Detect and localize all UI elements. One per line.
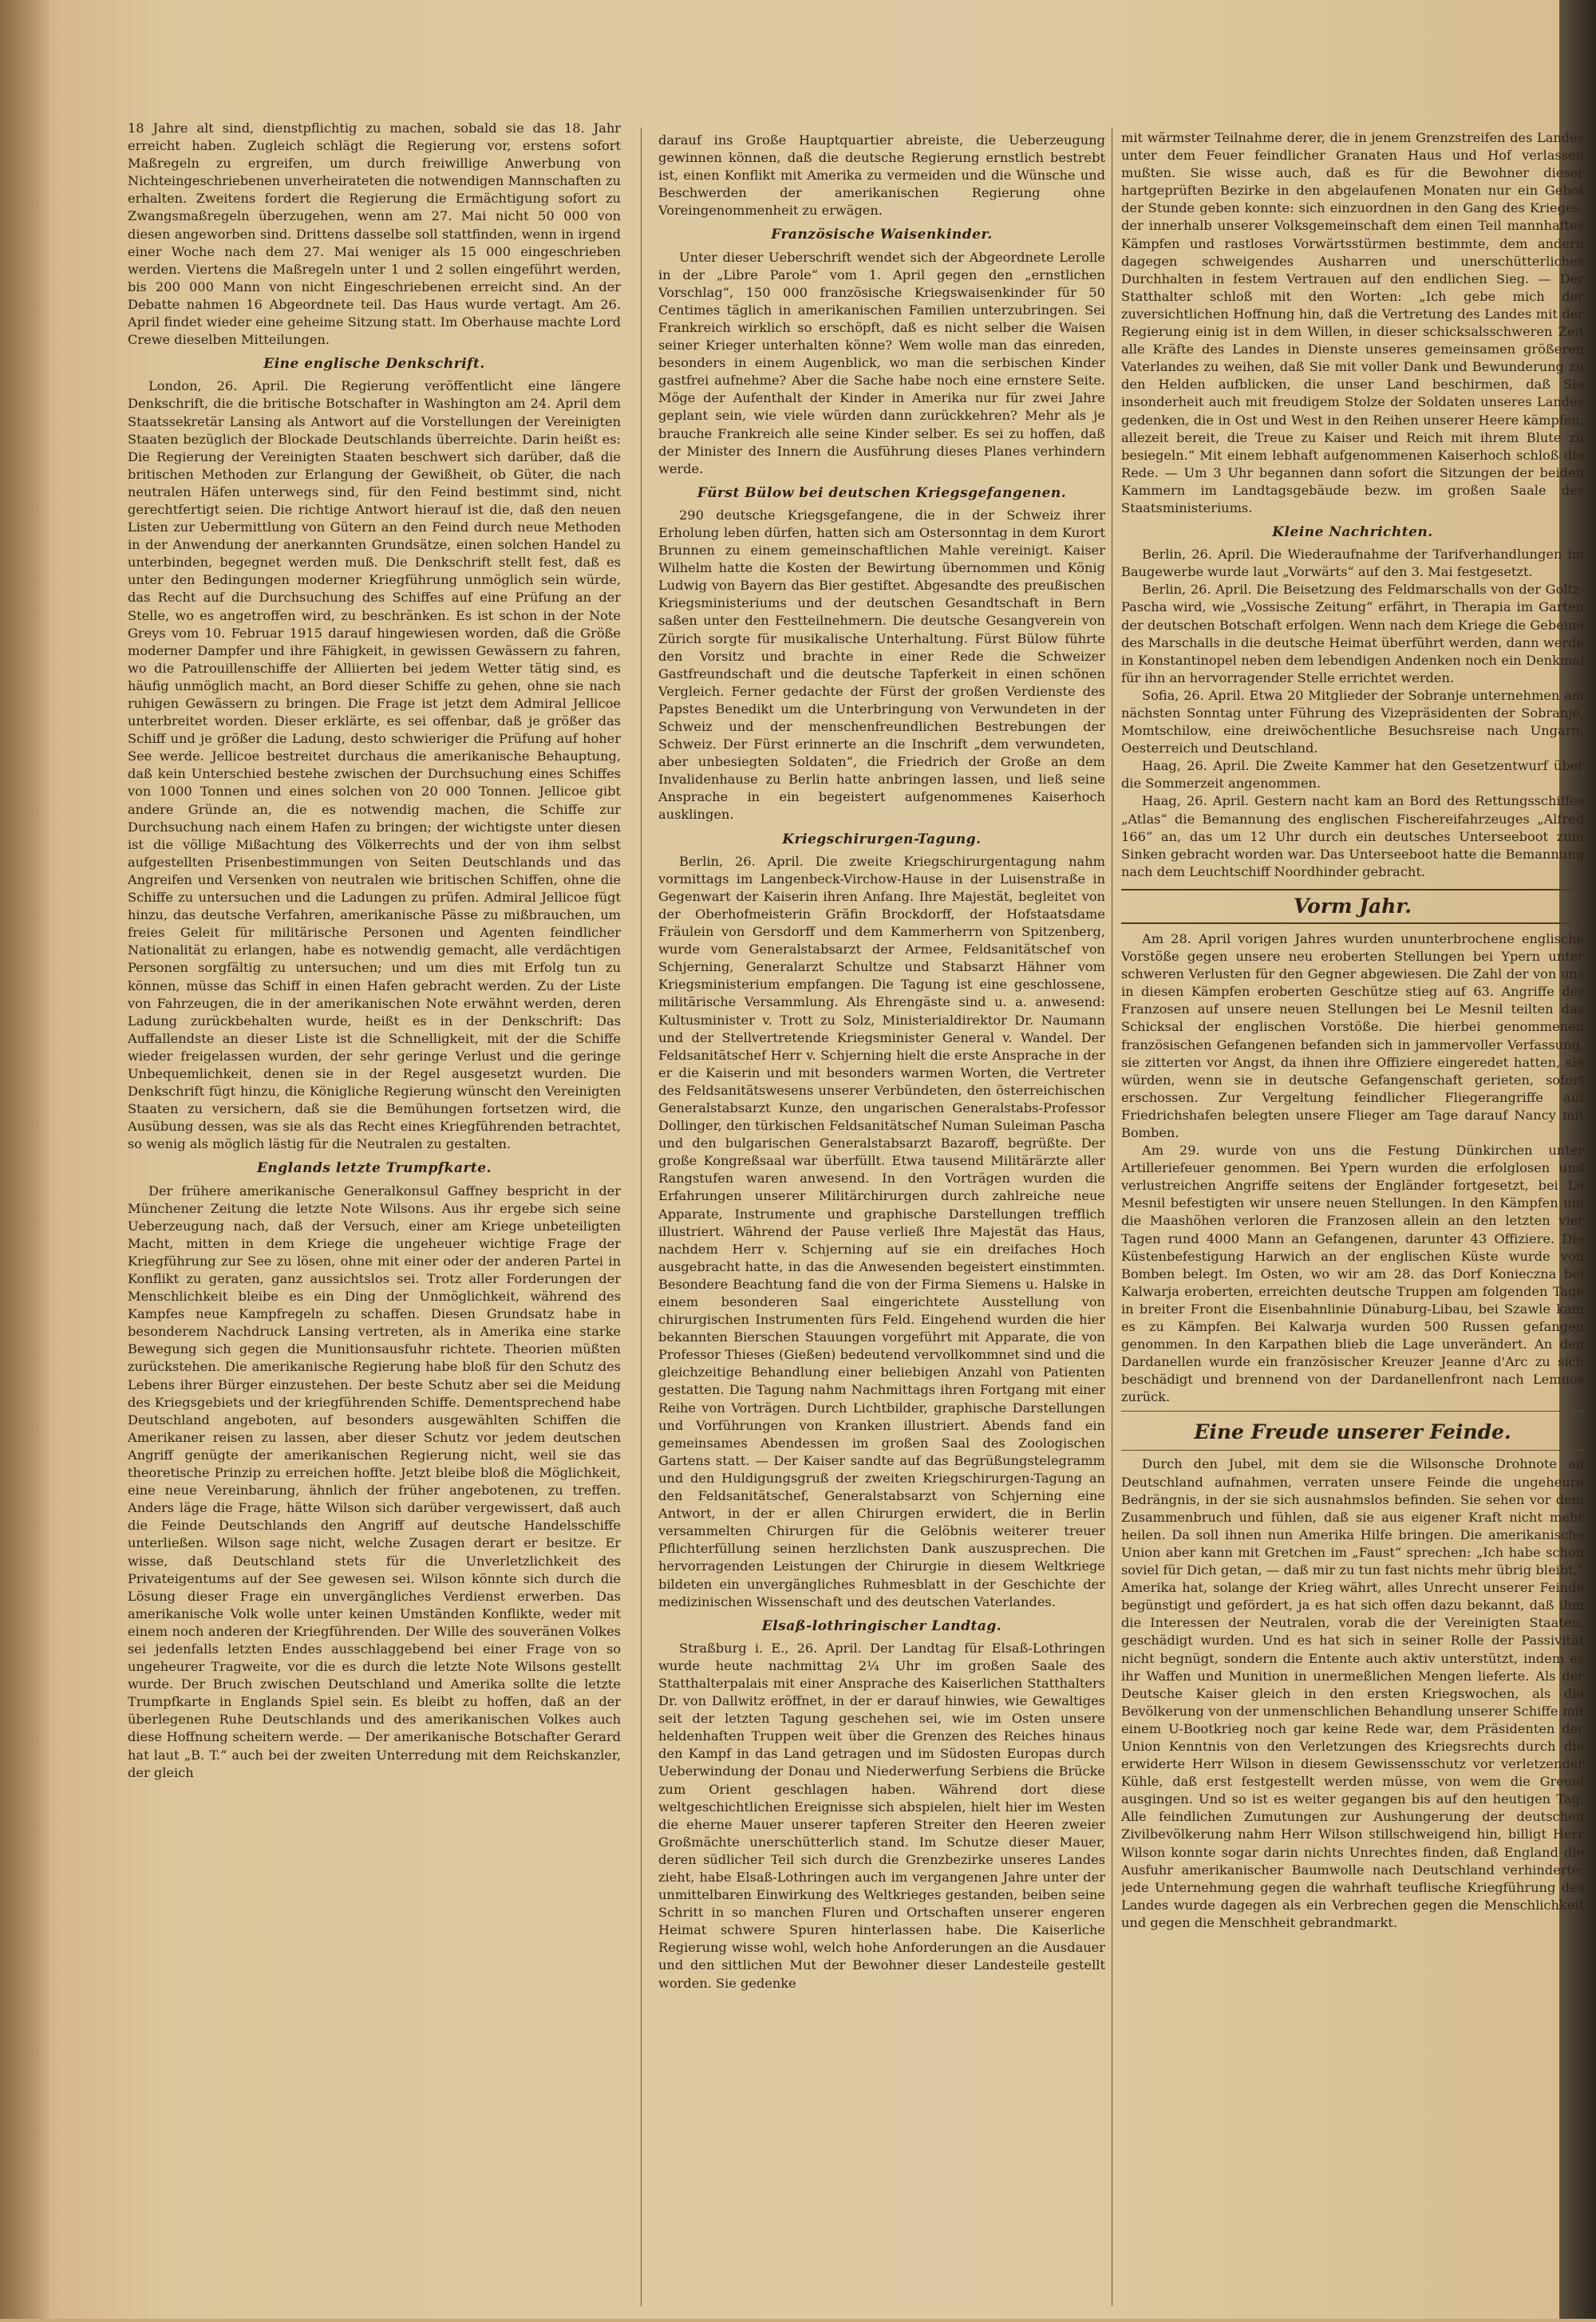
article-text: 290 deutsche Kriegsgefangene, die in der Schweiz ihrer Erholung leben dürfen, hatten sich am Ostersonntag in dem Kurort Brunnen zu einem gemeinschaftlichen Mahle vereinigt. Kaiser Wilhelm hatte die Kosten der Bewirtung übernommen und König Ludwig von Bayern das Bier gestiftet. Abgesandte des preußischen Kriegsministeriums und der deutschen Gesandtschaft in Bern saßen unter den Festteilnehmern. Die deutsche Gesangverein von Zürich sorgte für musikalische Unterhaltung. Fürst Bülow führte den Vorsitz und brachte in einer Rede die Schweizer Gastfreundschaft und die deutsche Tapferkeit in einen schönen Vergleich. Ferner gedachte der Fürst der großen Verdienste des Papstes Benedikt um die Unterbringung von Verwundeten in der Schweiz und der menschenfreundlichen Bestrebungen der Schweiz. Der Fürst erinnerte an die Inschrift „dem verwundeten, aber unbesiegten Soldaten“, die Friedrich der Große an dem Invalidenhause zu Berlin hatte anbringen lassen, und ließ seine Ansprache in ein begeistert aufgenommenes Kaiserhoch ausklingen.: [658, 507, 1105, 823]
column-3: [1121, 129, 1584, 2320]
headline: Englands letzte Trumpfkarte.: [256, 1160, 492, 1177]
divider: [1121, 1411, 1584, 1412]
column-2: [658, 132, 1105, 2322]
headline: Elsaß-lothringischer Landtag.: [761, 1617, 1002, 1634]
article-text: 18 Jahre alt sind, dienstpflichtig zu machen, sobald sie das 18. Jahr erreicht haben. Zugleich schlägt die Regierung vor, erstens sofort Maßregeln zu ergreifen, um durch freiwillige Anwerbung von Nichteingeschriebenen unverheirateten die notwendigen Mannschaften zu erhalten. Zweitens fordert die Regierung die Ermächtigung sofort zu Zwangsmaßregeln überzugehen, wenn am 27. Mai nicht 50 000 von diesen angeworben sind. Drittens dasselbe soll stattfinden, wenn in irgend einer Woche nach dem 27. Mai weniger als 15 000 eingeschrieben werden. Viertens die Maßregeln unter 1 und 2 sollen eingeführt werden, bis 200 000 Mann von nicht Eingeschriebenen erreicht sind. An der Debatte nahmen 16 Abgeordnete teil. Das Haus wurde vertagt. Am 26. April findet wieder eine geheime Sitzung statt. Im Oberhause machte Lord Crewe dieselben Mitteilungen.: [128, 120, 621, 348]
news-item: Berlin, 26. April. Die Wiederaufnahme der Tarifverhandlungen im Baugewerbe wurde laut „Vorwärts“ auf den 3. Mai festgesetzt.: [1121, 547, 1584, 580]
column-rule: [641, 128, 642, 2306]
article-text: London, 26. April. Die Regierung veröffentlicht eine längere Denkschrift, die die britische Botschafter in Washington am 24. April dem Staatssekretär Lansing als Antwort auf die Vorstellungen der Vereinigten Staaten bezüglich der Blockade Deutschlands überreichte. Darin heißt es: Die Regierung der Vereinigten Staaten beschwert sich darüber, daß die britischen Methoden zur Erlangung der Gewißheit, ob Güter, die nach neutralen Häfen unterwegs sind, für den Feind bestimmt sind, nicht gerechtfertigt seien. Die richtige Antwort hierauf ist die, daß den neuen Listen zur Uebermittlung von Gütern an den Feind durch neue Methoden in der Anwendung der anerkannten Grundsätze, einen solchen Handel zu unterbinden, begegnet werden muß. Die Denkschrift stellt fest, daß es unter den Bedingungen moderner Kriegführung unmöglich sein würde, das Recht auf die Durchsuchung des Schiffes auf eine Prüfung an der Stelle, wo es angetroffen wird, zu beschränken. Es ist schon in der Note Greys vom 10. Februar 1915 darauf hingewiesen worden, daß die Größe moderner Dampfer und ihre Fähigkeit, in gewissen Gewässern zu fahren, wo die Patrouillenschiffe der Alliierten bei jedem Wetter tätig sind, es häufig unmöglich macht, an Bord dieser Schiffe zu gehen, ohne sie nach ruhigen Gewässern zu bringen. Die Frage ist jetzt dem Admiral Jellicoe unterbreitet worden. Dieser erklärte, es sei offenbar, daß je größer das Schiff und je größer die Ladung, desto schwieriger die Prüfung auf hoher See werde. Jellicoe bestreitet durchaus die amerikanische Behauptung, daß kein Unterschied bestehe zwischen der Durchsuchung eines Schiffes von 1000 Tonnen und eines solchen von 20 000 Tonnen. Jellicoe gibt andere Gründe an, die es notwendig machen, die Schiffe zur Durchsuchung nach einem Hafen zu bringen; der wichtigste unter diesen ist die völlige Mißachtung des Völkerrechts und der von ihm selbst aufgestellten Prisenbestimmungen von Seiten Deutschlands und das Angreifen und Versenken von neutralen wie britischen Schiffen, ohne die Schiffe zu untersuchen und die Ladungen zu prüfen. Admiral Jellicoe fügt hinzu, das deutsche Verfahren, amerikanische Pässe zu mißbrauchen, um freies Geleit für militärische Personen und Agenten feindlicher Nationalität zu erlangen, habe es notwendig gemacht, alle verdächtigen Personen sorgfältig zu untersuchen; und um dies mit Erfolg tun zu können, müsse das Schiff in einen Hafen gebracht werden. Zu der Liste von Fahrzeugen, die in der amerikanischen Note erwähnt werden, deren Ladung zurückbehalten wurde, heißt es in der Denkschrift: Das Auffallendste an dieser Liste ist die Schnelligkeit, mit der die Schiffe wieder freigelassen wurden, der sehr geringe Verlust und die geringe Unbequemlichkeit, denen sie in der Regel ausgesetzt wurden. Die Denkschrift fügt hinzu, die Königliche Regierung wünscht den Vereinigten Staaten zu versichern, daß sie die Bemühungen fortsetzen wird, die Ausübung dessen, was sie als das Recht eines Kriegführenden betrachtet, so wenig als möglich lästig für die Neutralen zu gestalten.: [128, 378, 621, 1152]
article-text: Straßburg i. E., 26. April. Der Landtag für Elsaß-Lothringen wurde heute nachmittag 2¼ Uhr im großen Saale des Statthalterpalais mit einer Ansprache des Kaiserlichen Statthalters Dr. von Dallwitz eröffnet, in der er darauf hinwies, wie Gewaltiges seit der letzten Tagung geschehen sei, wie im Osten unsere heldenhaften Truppen weit über die Grenzen des Reiches hinaus den Kampf in das Land getragen und im Südosten Europas durch Ueberwindung der Donau und Niederwerfung Serbiens die Brücke zum Orient geschlagen haben. Während dort diese weltgeschichtlichen Ereignisse sich abspielen, hielt hier im Westen die eherne Mauer unserer tapferen Streiter den Heeren zweier Großmächte unerschütterlich stand. Im Schutze dieser Mauer, deren südlicher Teil sich durch die Grenzbezirke unseres Landes zieht, habe Elsaß-Lothringen auch im vergangenen Jahre unter der unmittelbaren Einwirkung des Weltkrieges gestanden, beiben seine Schritt in so manchen Fluren und Ortschaften unserer engeren Heimat schwere Spuren hinterlassen habe. Die Kaiserliche Regierung wisse wohl, welch hohe Anforderungen an die Ausdauer und den sittlichen Mut der Bewohner dieser Landesteile gestellt worden. Sie gedenke: [658, 1640, 1105, 1991]
article-text: Am 29. wurde von uns die Festung Dünkirchen unter Artilleriefeuer genommen. Bei Ypern wurden die erfolglosen und verlustreichen Angriffe seitens der Engländer fortgesetzt, bei Le Mesnil befestigten wir unsere neuen Stellungen. In den Kämpfen um die Maashöhen verloren die Franzosen allein an den letzten vier Tagen rund 4000 Mann an Gefangenen, darunter 43 Offiziere. Die Küstenbefestigung Harwich an der englischen Küste wurde von Bomben belegt. Im Osten, wo wir am 28. das Dorf Konieczna bei Kalwarja eroberten, erreichten deutsche Truppen am folgenden Tage in breiter Front die Eisenbahnlinie Dünaburg-Libau, bei Szawle kam es zu Kämpfen. Bei Kalwarja wurden 500 Russen gefangen genommen. In den Karpathen blieb die Lage unverändert. An den Dardanellen wurde ein französischer Kreuzer Jeanne d'Arc zu sich beschädigt und brennend von der Dardanellenfront nach Lemnos zurück.: [1121, 1143, 1584, 1405]
article-text: darauf ins Große Hauptquartier abreiste, die Ueberzeugung gewinnen können, daß die deutsche Regierung ernstlich bestrebt ist, einen Konflikt mit Amerika zu vermeiden und die Wünsche und Beschwerden der amerikanischen Regierung ohne Voreingenommenheit zu erwägen.: [658, 132, 1105, 219]
headline: Eine englische Denkschrift.: [263, 356, 485, 373]
section-headline: Eine Freude unserer Feinde.: [1194, 1420, 1511, 1444]
headline: Französische Waisenkinder.: [771, 227, 993, 243]
article-text: Berlin, 26. April. Die zweite Kriegschirurgentagung nahm vormittags im Langenbeck-Virchow-Hause in der Luisenstraße in Gegenwart der Kaiserin ihren Anfang. Ihre Majestät, begleitet von der Oberhofmeisterin Gräfin Brockdorff, der Hofstaatsdame Fräulein von Gersdorff und dem Kammerherrn von Spitzenberg, wurde vom Generalstabsarzt der Armee, Feldsanitätschef von Schjerning, Generalarzt Schultze und Stabsarzt Hähner vom Kriegsministerium empfangen. Die Tagung ist eine geschlossene, militärische Versammlung. Als Ehrengäste sind u. a. anwesend: Kultusminister v. Trott zu Solz, Ministerialdirektor Dr. Naumann und der Stellvertretende Kriegsminister General v. Wandel. Der Feldsanitätschef Herr v. Schjerning hielt die erste Ansprache in der er die Kaiserin und mit besonders warmen Worten, die Vertreter des Feldsanitätswesens unserer Verbündeten, den österreichischen Generalstabsarzt Kunze, den ungarischen Generalstabs-Professor Dollinger, den türkischen Feldsanitätschef Numan Suleiman Pascha und den bulgarischen Generalstabsarzt Bazaroff, begrüßte. Der große Kongreßsaal war überfüllt. Etwa tausend Militärärzte aller Rangstufen waren anwesend. In den Vorträgen wurden die Erfahrungen unserer Militärchirurgen durch zahlreiche neue Apparate, Instrumente und graphische Darstellungen trefflich illustriert. Während der Pause verließ Ihre Majestät das Haus, nachdem Herr v. Schjerning auf sie ein dreifaches Hoch ausgebracht hatte, in das die Anwesenden begeistert einstimmten. Besondere Beachtung fand die von der Firma Siemens u. Halske in einem besonderen Saal eingerichtete Ausstellung von chirurgischen Instrumenten fürs Feld. Eingehend wurden die hier bekannten Bierschen Stauungen vorgeführt mit Apparate, die von Professor Thieses (Gießen) bedeutend vervollkommnet sind und die gleichzeitige Behandlung einer beliebigen Anzahl von Patienten gestatten. Die Tagung nahm Nachmittags ihren Fortgang mit einer Reihe von Vorträgen. Durch Lichtbilder, graphische Darstellungen und Vorführungen von Kranken illustriert. Abends fand ein gemeinsames Abendessen im großen Saal des Zoologischen Gartens statt. — Der Kaiser sandte auf das Begrüßungstelegramm und den Huldigungsgruß der zweiten Kriegschirurgen-Tagung an den Feldsanitätschef, Generalstabsarzt von Schjerning eine Antwort, in der er allen Chirurgen erwidert, die in Berlin versammelten Chirurgen für die Gelöbnis weiterer treuer Pflichterfüllung seinen herzlichsten Dank auszusprechen. Die hervorragenden Leistungen der Chirurgie in diesem Weltkriege bildeten ein unvergängliches Ruhmesblatt in der Geschichte der medizinischen Wissenschaft und des deutschen Vaterlandes.: [658, 853, 1105, 1609]
section-headline: Vorm Jahr.: [1121, 889, 1584, 924]
article-text: Am 28. April vorigen Jahres wurden ununterbrochene englische Vorstöße gegen unsere neu eroberten Stellungen bei Ypern unter schweren Verlusten für den Gegner abgewiesen. Die Zahl der von uns in diesen Kämpfen eroberten Geschütze stieg auf 63. Angriffe der Franzosen auf unsere neuen Stellungen bei Le Mesnil teilten das Schicksal der englischen Vorstöße. Die hierbei genommenen französischen Gefangenen befanden sich in jammervoller Verfassung, sie zitterten vor Angst, da ihnen ihre Offiziere eingeredet hatten, sie würden, wenn sie in deutsche Gefangenschaft gerieten, sofort erschossen. Zur Vergeltung feindlicher Fliegerangriffe auf Friedrichshafen belegten unsere Flieger am Tage darauf Nancy mit Bomben.: [1121, 930, 1584, 1140]
headline: Fürst Bülow bei deutschen Kriegsgefangenen.: [697, 484, 1067, 501]
article-text: Durch den Jubel, mit dem sie die Wilsonsche Drohnote an Deutschland aufnahmen, verraten unsere Feinde die ungeheure Bedrängnis, in der sie sich ausnahmslos befinden. Sie sehen vor dem Zusammenbruch und fühlen, daß sie aus eigener Kraft nicht mehr heilen. Da soll ihnen nun Amerika Hilfe bringen. Die amerikanische Union aber kann mit Gretchen im „Faust“ sprechen: „Ich habe schon soviel für Dich getan, — daß mir zu tun fast nichts mehr übrig bleibt.“ Amerika hat, solange der Krieg währt, alles Unrecht unserer Feinde begünstigt und gefördert, ja es hat sich offen dazu bekannt, daß ihm die Interessen der Neutralen, vorab die der Vereinigten Staaten, geschädigt wurden. Und es hat sich in seiner Rolle der Passivität nicht begnügt, sondern die Entente auch aktiv unterstützt, indem es ihr Waffen und Munition in unermeßlichen Mengen lieferte. Als der Deutsche Kaiser gleich in den ersten Kriegswochen, als die Bevölkerung von der unmenschlichen Behandlung unserer Schiffe mit einem U-Bootkrieg noch gar keine Rede war, dem Präsidenten der Union Kenntnis von den Verletzungen des Kriegsrechts durch die erwiderte Herr Wilson in diesem Gewissensschutz vor verletzender Kühle, daß erst festgestellt werden müsse, von wem die Greuel ausgingen. Und so ist es weiter gegangen bis auf den heutigen Tag. Alle feindlichen Zumutungen zur Aushungerung der deutschen Zivilbevölkerung nahm Herr Wilson stillschweigend hin, billigt Herr Wilson konnte sogar darin nichts Unrechtes finden, daß England die Ausfuhr amerikanischer Baumwolle nach Deutschland verhinderte; jede Unternehmung gegen die wahrhaft teuflische Kriegführung des Landes wurde dagegen als ein Verbrechen gegen die Menschlichkeit und gegen die Menschheit gebrandmarkt.: [1121, 1456, 1584, 1930]
news-item: Berlin, 26. April. Die Beisetzung des Feldmarschalls von der Goltz-Pascha wird, wie „Vossische Zeitung“ erfährt, in Therapia im Garten der deutschen Botschaft erfolgen. Wenn nach dem Kriege die Gebeine des Marschalls in die deutsche Heimat überführt werden, dann werde in Konstantinopel neben dem lebendigen Andenken noch ein Denkmal für ihn an hervorragender Stelle errichtet werden.: [1121, 582, 1584, 685]
article-text: Unter dieser Ueberschrift wendet sich der Abgeordnete Lerolle in der „Libre Parole“ vom 1. April gegen den „ernstlichen Vorschlag“, 150 000 französische Kriegswaisenkinder für 50 Centimes täglich in amerikanischen Familien unterzubringen. Sei Frankreich wirklich so erschöpft, daß es nicht selber die Waisen seiner Krieger unterhalten könne? Wem wolle man das einreden, besonders in einem Augenblick, wo man die serbischen Kinder gastfrei aufnehme? Aber die Sache habe noch eine ernstere Seite. Möge der Aufenthalt der Kinder in Amerika nur für zwei Jahre geplant sein, wie viele würden dann zurückkehren? Mehr als je brauche Frankreich alle seine Kinder selber. Es sei zu hoffen, daß der Minister des Innern die Ausführung dieses Planes verhindern werde.: [658, 249, 1105, 476]
news-item: Sofia, 26. April. Etwa 20 Mitglieder der Sobranje unternehmen am nächsten Sonntag unter Führung des Vizepräsidenten der Sobranje, Momtschilow, eine dreiwöchentliche Besuchsreise nach Ungarn, Oesterreich und Deutschland.: [1121, 687, 1584, 756]
article-text: Der frühere amerikanische Generalkonsul Gaffney bespricht in der Münchener Zeitung die letzte Note Wilsons. Aus ihr ergebe sich seine Ueberzeugung nach, daß der Versuch, einer am Kriege unbeteiligten Macht, mitten in dem Kriege die ungeheuer wichtige Frage der Kriegführung zur See zu lösen, ohne mit einer oder der anderen Partei in Konflikt zu geraten, ganz aussichtslos sei. Trotz aller Forderungen der Menschlichkeit bleibe es ein Ding der Unmöglichkeit, während des Kampfes neue Kampfregeln zu schaffen. Diesen Grundsatz habe in besonderem Nachdruck Lansing vertreten, als in Amerika eine starke Bewegung sich gegen die Munitionsausfuhr richtete. Theorien müßten zurückstehen. Die amerikanische Regierung habe bloß für den Schutz des Lebens ihrer Bürger einzustehen. Der beste Schutz aber sei die Meidung des Kriegsgebiets und der kriegführenden Schiffe. Dementsprechend habe Deutschland angeboten, auf besonders ausgewählten Schiffen die Amerikaner reisen zu lassen, aber dieser Schutz vor jedem deutschen Angriff genügte der amerikanischen Regierung nicht, weil sie das theoretische Prinzip zu erreichen hoffte. Jetzt bleibe bloß die Möglichkeit, eine neue Vereinbarung, ähnlich der früher angebotenen, zu treffen. Anders läge die Frage, hätte Wilson sich darüber vergewissert, daß auch die Feinde Deutschlands den Angriff auf deutsche Handelsschiffe unterließen. Wilson sage nicht, welche Zusagen derart er besitze. Er wisse, daß Deutschland stets für die Unverletzlichkeit des Privateigentums auf der See gewesen sei. Wilson könnte sich durch die Lösung dieser Frage ein unvergängliches Verdienst erwerben. Das amerikanische Volk wolle unter keinen Umständen Konflikte, weder mit einem noch anderen der Kriegführenden. Der Wille des souveränen Volkes sei jedenfalls letzten Endes ausschlaggebend bei einer Frage von so ungeheurer Tragweite, vor die es durch die letzte Note Wilsons gestellt wurde. Der Bruch zwischen Deutschland und Amerika sollte die letzte Trumpfkarte in Englands Spiel sein. Es bleibt zu hoffen, daß an der überlegenen Ruhe Deutschlands und des amerikanischen Volkes auch diese Hoffnung scheitern werde. — Der amerikanische Botschafter Gerard hat laut „B. T.“ auch bei der zweiten Unterredung mit dem Reichskanzler, der gleich: [128, 1183, 621, 1780]
article-text: mit wärmster Teilnahme derer, die in jenem Grenzstreifen des Landes unter dem Feuer feindlicher Granaten Haus und Hof verlassen mußten. Sie wisse auch, daß es für die Bewohner dieser hartgeprüften Bezirke in den abgelaufenen Monaten nur ein Gebot der Stunde geben konnte: sich einzuordnen in den Gang des Krieges, der innerhalb unserer Volksgemeinschaft dem einen Teil mannhaftes Kämpfen und rastloses Vorwärtsstürmen bestimmte, dem andern dagegen schweigendes Ausharren und unerschütterliches Durchhalten in festem Vertrauen auf den endlichen Sieg. — Der Statthalter schloß mit den Worten: „Ich gebe mich der zuversichtlichen Hoffnung hin, daß die Vertretung des Landes mit der Regierung einig ist in dem Willen, in dieser schicksalsschweren Zeit alle Kräfte des Landes in Dienste unseres gemeinsamen größeren Vaterlandes zu weihen, daß Sie mit voller Dank und Bewunderung zu den Helden aufblicken, die unser Land beschirmen, daß Sie insonderheit auch mit freudigem Stolze der Soldaten unseres Landes gedenken, die in Ost und West in den Reihen unserer Heere kämpfen, allezeit bereit, die Treue zu Kaiser und Reich mit ihrem Blute zu besiegeln.“ Mit einem lebhaft aufgenommenen Kaiserhoch schloß die Rede. — Um 3 Uhr begannen dann sofort die Sitzungen der beiden Kammern im Landtagsgebäude bezw. im großen Saale des Staatsministeriums.: [1121, 130, 1584, 515]
news-item: Haag, 26. April. Die Zweite Kammer hat den Gesetzentwurf über die Sommerzeit angenommen.: [1121, 758, 1584, 792]
column-1: [128, 120, 621, 2310]
divider: [1121, 1450, 1584, 1451]
news-item: Haag, 26. April. Gestern nacht kam an Bord des Rettungsschiffes „Atlas“ die Bemannung des englischen Fischereifahrzeuges „Alfred 166“ an, das um 12 Uhr durch ein deutsches Unterseeboot zum Sinken gebracht worden war. Das Unterseeboot hatte die Bemannung nach dem Leuchtschiff Noordhinder gebracht.: [1121, 793, 1584, 879]
book-binding: [0, 0, 49, 2319]
headline: Kleine Nachrichten.: [1272, 524, 1433, 541]
headline: Kriegschirurgen-Tagung.: [782, 831, 982, 847]
